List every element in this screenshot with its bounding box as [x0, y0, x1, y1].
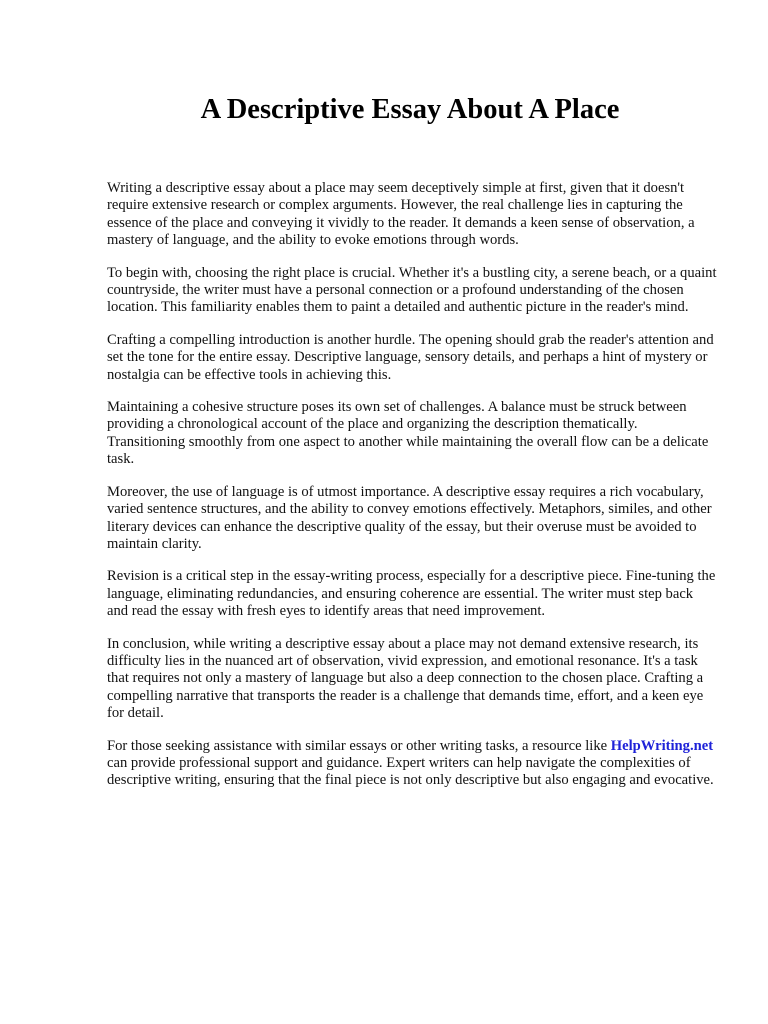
- paragraph-6: Revision is a critical step in the essay-writing process, especially for a descriptive piece. Fine-tuning the language, eliminating redundancies, and ensuring coherence are essential. The writer must step back and read the essay with fresh eyes to identify areas that need improvement.: [107, 568, 716, 620]
- paragraph-8-intro: For those seeking assistance with similar essays or other writing tasks, a resource like: [107, 737, 611, 754]
- essay-body: [107, 180, 717, 805]
- paragraph-3: Crafting a compelling introduction is another hurdle. The opening should grab the reader's attention and set the tone for the entire essay. Descriptive language, sensory details, and perhaps a hint of mystery or nostalgia can be effective tools in achieving this.: [107, 331, 714, 383]
- paragraph-4: Maintaining a cohesive structure poses its own set of challenges. A balance must be struck between providing a chronological account of the place and organizing the description thematically. Transitioning smoothly from one aspect to another while maintaining the overall flow can be a delicate task.: [107, 399, 709, 468]
- paragraph-1: Writing a descriptive essay about a place may seem deceptively simple at first, given that it doesn't require extensive research or complex arguments. However, the real challenge lies in capturing the essence of the place and conveying it vividly to the reader. It demands a keen sense of observation, a mastery of language, and the ability to evoke emotions through words.: [107, 180, 695, 249]
- paragraph-2: To begin with, choosing the right place is crucial. Whether it's a bustling city, a serene beach, or a quaint countryside, the writer must have a personal connection or a profound understanding of the chosen location. This familiarity enables them to paint a detailed and authentic picture in the reader's mind.: [107, 264, 717, 316]
- paragraph-5: Moreover, the use of language is of utmost importance. A descriptive essay requires a rich vocabulary, varied sentence structures, and the ability to convey emotions effectively. Metaphors, similes, and other literary devices can enhance the descriptive quality of the essay, but their overuse must be avoided to maintain clarity.: [107, 483, 712, 552]
- paragraph-8-outro: can provide professional support and guidance. Expert writers can help navigate the complexities of descriptive writing, ensuring that the final piece is not only descriptive but also engaging and evocative.: [107, 754, 714, 789]
- paragraph-8: [107, 738, 717, 790]
- page-title: A Descriptive Essay About A Place: [200, 94, 620, 125]
- paragraph-7: In conclusion, while writing a descriptive essay about a place may not demand extensive research, its difficulty lies in the nuanced art of observation, vivid expression, and emotional resonance. It's a task that requires not only a mastery of language but also a deep connection to the chosen place. Crafting a compelling narrative that transports the reader is a challenge that demands time, effort, and a keen eye for detail.: [107, 635, 704, 722]
- helpwriting-link[interactable]: HelpWriting.net: [610, 737, 714, 754]
